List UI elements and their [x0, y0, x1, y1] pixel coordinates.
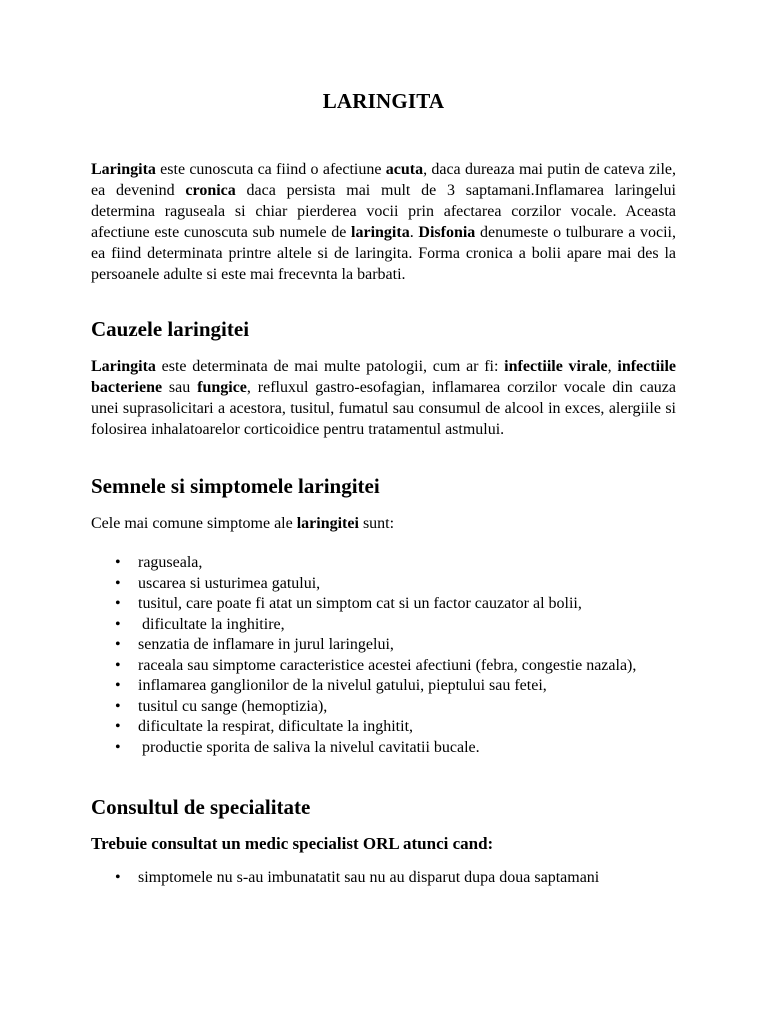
list-item: • simptomele nu s-au imbunatatit sau nu au disparut dupa doua saptamani: [91, 868, 676, 889]
term-laringita-3: Laringita: [91, 358, 156, 375]
term-infectiile-bacteriene: infectiile bacteriene: [91, 358, 677, 396]
term-fungice: fungice: [197, 379, 247, 396]
bullet-icon: •: [115, 677, 121, 694]
bullet-icon: •: [115, 554, 121, 571]
list-item: • uscarea si usturimea gatului,: [91, 574, 676, 595]
term-acuta: acuta: [385, 161, 424, 178]
bullet-icon: •: [115, 738, 121, 756]
bullet-icon: •: [115, 615, 121, 633]
document-title: LARINGITA: [322, 89, 445, 113]
bullet-icon: •: [115, 718, 121, 735]
list-item: • dificultate la inghitire,: [91, 615, 676, 636]
list-item: • senzatia de inflamare in jurul laringelui,: [91, 635, 676, 656]
bullet-icon: •: [115, 869, 121, 886]
bullet-icon: •: [115, 697, 121, 715]
term-cronica: cronica: [185, 182, 236, 199]
bullet-icon: •: [115, 595, 121, 612]
intro-paragraph: Laringita este cunoscuta ca fiind o afectiune acuta, daca dureaza mai putin de cateva zile, ea devenind cronica daca persista mai mult de 3 saptamani.Inflamarea laringelui determina raguseala si chiar pierderea vocii prin afectarea corzilor vocale. Aceasta afectiune este cunoscuta sub numele de laringita. Disfonia denumeste o tulburare a vocii, ea fiind determinata printre altele si de laringita. Forma cronica a bolii apare mai des la persoanele adulte si este mai frecevnta la barbati.: [91, 161, 677, 283]
list-item: • tusitul cu sange (hemoptizia),: [91, 697, 676, 718]
term-infectiile-virale: infectiile virale: [504, 358, 608, 375]
symptoms-heading: Semnele si simptomele laringitei: [91, 474, 380, 498]
bullet-icon: •: [115, 574, 121, 592]
list-item: • dificultate la respirat, dificultate la inghitit,: [91, 717, 676, 738]
consult-subheading: Trebuie consultat un medic specialist ORL atunci cand:: [91, 834, 494, 853]
list-item: • tusitul, care poate fi atat un simptom cat si un factor cauzator al bolii,: [91, 594, 676, 615]
term-laringita-2: laringita: [351, 224, 410, 241]
term-laringitei: laringitei: [296, 515, 359, 532]
symptoms-list: [91, 553, 676, 758]
causes-paragraph: Laringita este determinata de mai multe patologii, cum ar fi: infectiile virale, infectiile bacteriene sau fungice, refluxul gastro-esofagian, inflamarea corzilor vocale din cauza unei suprasolicitari a acestora, tusitul, fumatul sau consumul de alcool in exces, alergiile si folosirea inhalatoarelor corticoidice pentru tratamentul astmului.: [91, 358, 677, 438]
term-disfonia: Disfonia: [418, 224, 476, 241]
consult-heading: Consultul de specialitate: [91, 795, 311, 819]
list-item: • productie sporita de saliva la nivelul cavitatii bucale.: [91, 738, 676, 759]
bullet-icon: •: [115, 656, 121, 674]
list-item: • raguseala,: [91, 553, 676, 574]
causes-heading: Cauzele laringitei: [91, 317, 250, 341]
bullet-icon: •: [115, 636, 121, 653]
symptoms-intro: Cele mai comune simptome ale laringitei sunt:: [91, 515, 395, 532]
consult-list: [91, 868, 676, 889]
list-item: • raceala sau simptome caracteristice acestei afectiuni (febra, congestie nazala),: [91, 656, 676, 677]
list-item: • inflamarea ganglionilor de la nivelul gatului, pieptului sau fetei,: [91, 676, 676, 697]
term-laringita: Laringita: [91, 161, 156, 178]
